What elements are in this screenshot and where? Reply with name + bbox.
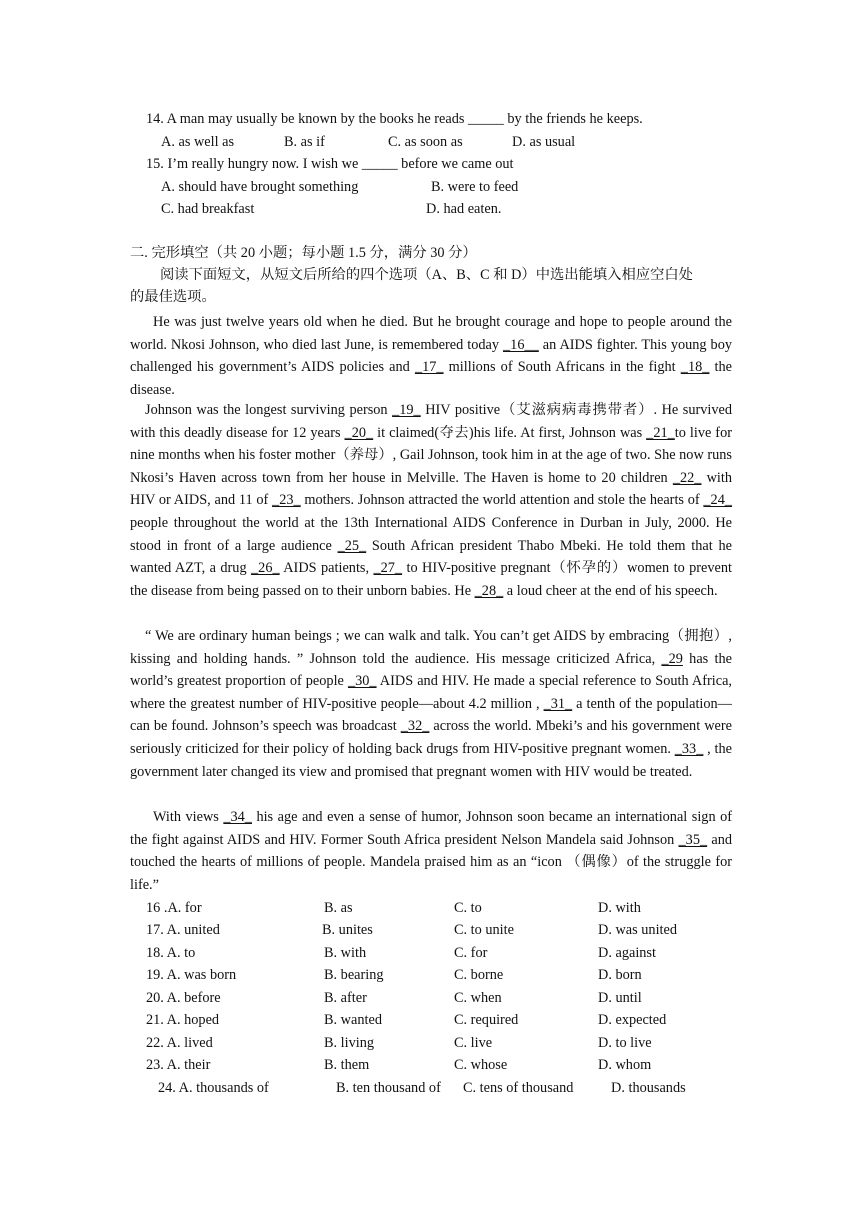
blank-29: _29 [661, 650, 683, 667]
question-15-option-d: D. had eaten. [426, 201, 502, 217]
blank-27: _27_ [373, 560, 403, 577]
question-14-stem: 14. A man may usually be known by the books he reads _____ by the friends he keeps. [146, 111, 643, 127]
blank-20: _20_ [344, 424, 374, 441]
blank-34: _34_ [223, 809, 252, 825]
blank-23: _23_ [272, 492, 301, 509]
section-instruction-line1: 阅读下面短文，从短文后所给的四个选项（A、B、C 和 D）中选出能填入相应空白处 [160, 267, 693, 283]
blank-24: _24_ [703, 492, 732, 509]
passage-paragraph-3: “ We are ordinary human beings ; we can walk and talk. You can’t get AIDS by embracing（拥抱）, kissing and holding hands. ” Johnson told the audience. His message criticized Africa, _29 has the world’s greatest proportion of people _30_ AIDS and HIV. He made a special reference to South Africa, where the greatest number of HIV-positive people—about 4.2 million , _31_ a tenth of the population—can be found. Johnson’s speech was broadcast _32_ across the world. Mbeki’s and his government were seriously criticized for their policy of holding back drugs from HIV-positive pregnant women. _33_ , the government later changed its view and promised that pregnant women with HIV would be treated. [130, 628, 733, 780]
question-15-stem: 15. I’m really hungry now. I wish we _____ before we came out [146, 156, 514, 172]
question-15-option-b: B. were to feed [431, 179, 519, 195]
passage-paragraph-2: Johnson was the longest surviving person _19_ HIV positive（艾滋病病毒携带者）. He survived with this deadly disease for 12 years _20_ it claimed(夺去)his life. At first, Johnson was _21_to live for nine months when his foster mother（养母）, Gail Johnson, took him in at the age of two. She now runs Nkosi’s Haven across town from her house in Melville. The Haven is home to 20 children _22_ with HIV or AIDS, and 11 of _23_ mothers. Johnson attracted the world attention and stole the hearts of _24_ people throughout the world at the 13th International AIDS Conference in Durban in July, 2000. He stood in front of a large audience _25_ South African president Thabo Mbeki. He told them that he wanted AZT, a drug _26_ AIDS patients, _27_ to HIV-positive pregnant（怀孕的）women to prevent the disease from being passed on to their unborn babies. He _28_ a loud cheer at the end of his speech. [130, 402, 732, 599]
section-heading: 二. 完形填空（共 20 小题；每小题 1.5 分，满分 30 分） [130, 245, 477, 261]
blank-25: _25_ [337, 537, 367, 554]
blank-16: _16__ [503, 336, 539, 353]
blank-17: _17_ [414, 359, 444, 376]
passage-paragraph-4: With views _34_ his age and even a sense of humor, Johnson soon became an international sign of the fight against AIDS and HIV. Former South Africa president Nelson Mandela said Johnson _35_ and touched the hearts of millions of people. Mandela praised him as an “icon （偶像）of the struggle for life.” [130, 809, 732, 893]
blank-18: _18_ [680, 359, 710, 376]
question-14-option-a: A. as well as [161, 134, 235, 150]
blank-30: _30_ [347, 673, 377, 690]
passage-paragraph-1: He was just twelve years old when he died. But he brought courage and hope to people around the world. Nkosi Johnson, who died last June, is remembered today _16__ an AIDS fighter. This young boy challenged his government’s AIDS policies and _17_ millions of South Africans in the fight _18_ the disease. [130, 314, 732, 398]
section-instruction-line2: 的最佳选项。 [130, 289, 216, 305]
question-15-option-c: C. had breakfast [161, 201, 255, 217]
blank-35: _35_ [678, 831, 708, 848]
exam-page: 14. A man may usually be known by the books he reads _____ by the friends he keeps. A. as well as B. as if C. as soon as D. as usual 15. I’m really hungry now. I wish we _____ before we came out A. should have brought something B. were to feed C. had breakfast D. had eaten. 二. 完形填空（共 20 小题；每小题 1.5 分，满分 30 分） 阅读下面短文，从短文后所给的四个选项（A、B、C 和 D）中选出能填入相应空白处 的最佳选项。 He was just twelve years old when he died. But he brought courage and hope to people around the world. Nkosi Johnson, who died last June, is remembered today _16__ an AIDS fighter. This young boy challenged his government’s AIDS policies and _17_ millions of South Africans in the fight _18_ the disease. Johnson was the longest surviving person _19_ HIV positive（艾滋病病毒携带者）. He survived with this deadly disease for 12 years _20_ it claimed(夺去)his life. At first, Johnson was _21_to live for nine months when his foster mother（养母）, Gail Johnson, took him in at the age of two. She now runs Nkosi’s Haven across town from her house in Melville. The Haven is home to 20 children _22_ with HIV or AIDS, and 11 of _23_ mothers. Johnson attracted the world attention and stole the hearts of _24_ people throughout the world at the 13th International AIDS Conference in Durban in July, 2000. He stood in front of a large audience _25_ South African president Thabo Mbeki. He told them that he wanted AZT, a drug _26_ AIDS patients, _27_ to HIV-positive pregnant（怀孕的）women to prevent the disease from being passed on to their unborn babies. He _28_ a loud cheer at the end of his speech. “ We are ordinary human beings ; we can walk and talk. You can’t get AIDS by embracing（拥抱）, kissing and holding hands. ” Johnson told the audience. His message criticized Africa, _29 has the world’s greatest proportion of people _30_ AIDS and HIV. He made a special reference to South Africa, where the greatest number of HIV-positive people—about 4.2 million , _31_ a tenth of the population—can be found. Johnson’s speech was broadcast _32_ across the world. Mbeki’s and his government were seriously criticized for their policy of holding back drugs from HIV-positive pregnant women. _33_ , the government later changed its view and promised that pregnant women with HIV would be treated. With views _34_ his age and even a sense of humor, Johnson soon became an international sign of the fight against AIDS and HIV. Former South Africa president Nelson Mandela said Johnson _35_ and touched the hearts of millions of people. Mandela praised him as an “icon （偶像）of the struggle for life.” 16 .A. for B. as C. to D. with 17. A. united B. unites C. to unite D. was united 18. A. to B. with C. for D. against 19. A. was born B. bearing C. borne D. born 20. A. before B. after C. when D. until 21. A. hoped B. wanted C. required D. expected 22. A. lived B. living C. live D. to live 23. A. their B. them C. whose D. whom 24. A. thousands of B. ten thousand of C. tens of thousand D. thousands [130, 111, 733, 1096]
blank-31: _31_ [543, 695, 573, 712]
blank-28: _28_ [474, 582, 504, 599]
blank-33: _33_ [674, 740, 704, 757]
blank-21: _21_ [646, 424, 675, 441]
question-14-option-b: B. as if [284, 134, 325, 150]
question-15-option-a: A. should have brought something [161, 179, 359, 195]
blank-19: _19_ [392, 402, 421, 418]
question-14-option-d: D. as usual [512, 134, 576, 150]
question-14-option-c: C. as soon as [388, 134, 463, 150]
blank-26: _26_ [251, 560, 280, 577]
blank-32: _32_ [400, 718, 430, 735]
blank-22: _22_ [672, 469, 702, 486]
